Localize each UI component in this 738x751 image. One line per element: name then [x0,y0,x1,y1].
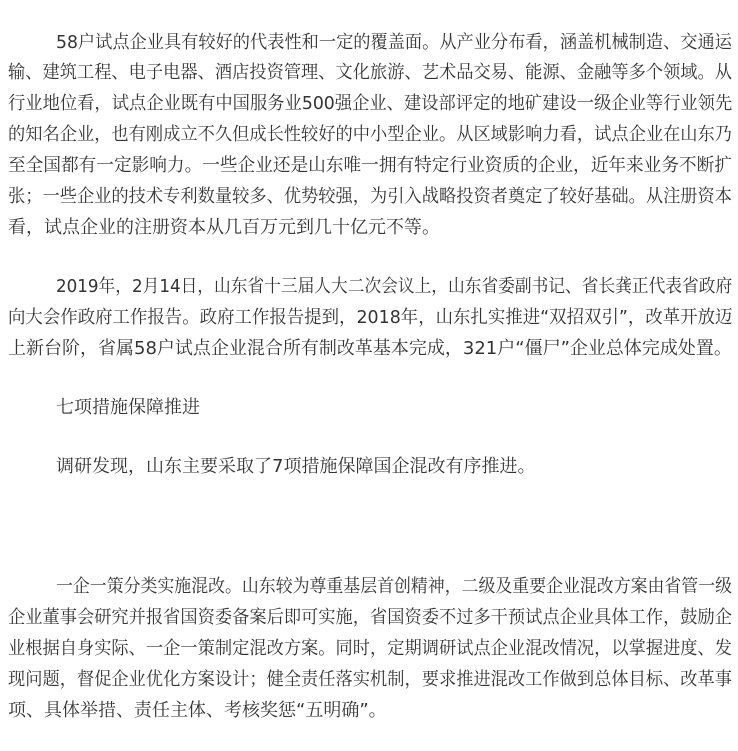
text-line: 一企一策分类实施混改。山东较为尊重基层首创精神，二级及重要企业混改方案由省管一级 [56,576,733,597]
text-line: 至全国都有一定影响力。一些企业还是山东唯一拥有特定行业资质的企业，近年来业务不断扩 [8,155,732,176]
text-line: 输、建筑工程、电子电器、酒店投资管理、文化旅游、艺术品交易、能源、金融等多个领域。从 [8,62,733,83]
text-line: 项、具体举措、责任主体、考核奖惩“五明确”。 [8,700,387,721]
heading-text: 七项措施保障推进 [56,397,200,418]
text-line: 张；一些企业的技术专利数量较多、优势较强，为引入战略投资者奠定了较好基础。从注册资本 [8,186,733,207]
text-line: 现问题，督促企业优化方案设计；健全责任落实机制，要求推进混改工作做到总体目标、改革事 [8,669,733,690]
text-line: 的知名企业，也有刚成立不久但成长性较好的中小型企业。从区域影响力看，试点企业在山东乃 [8,124,733,145]
text-line: 上新台阶，省属58户试点企业混合所有制改革基本完成，321户“僵尸”企业总体完成处置。 [8,338,732,359]
text-line: 看，试点企业的注册资本从几百万元到几十亿元不等。 [8,217,440,238]
text-line: 企业董事会研究并报省国资委备案后即可实施，省国资委不过多干预试点企业具体工作，鼓励企 [8,607,733,628]
text-line: 调研发现，山东主要采取了7项措施保障国企混改有序推进。 [56,456,536,477]
text-line: 行业地位看，试点企业既有中国服务业500强企业、建设部评定的地矿建设一级企业等行业领先 [8,93,733,114]
text-line: 向大会作政府工作报告。政府工作报告提到，2018年，山东扎实推进“双招双引”，改革开放迈 [8,307,733,328]
text-line: 58户试点企业具有较好的代表性和一定的覆盖面。从产业分布看，涵盖机械制造、交通运 [56,32,732,53]
text-line: 2019年，2月14日，山东省十三届人大二次会议上，山东省委副书记、省长龚正代表省政府 [56,276,733,297]
text-line: 业根据自身实际、一企一策制定混改方案。同时，定期调研试点企业混改情况，以掌握进度、发 [8,638,733,659]
